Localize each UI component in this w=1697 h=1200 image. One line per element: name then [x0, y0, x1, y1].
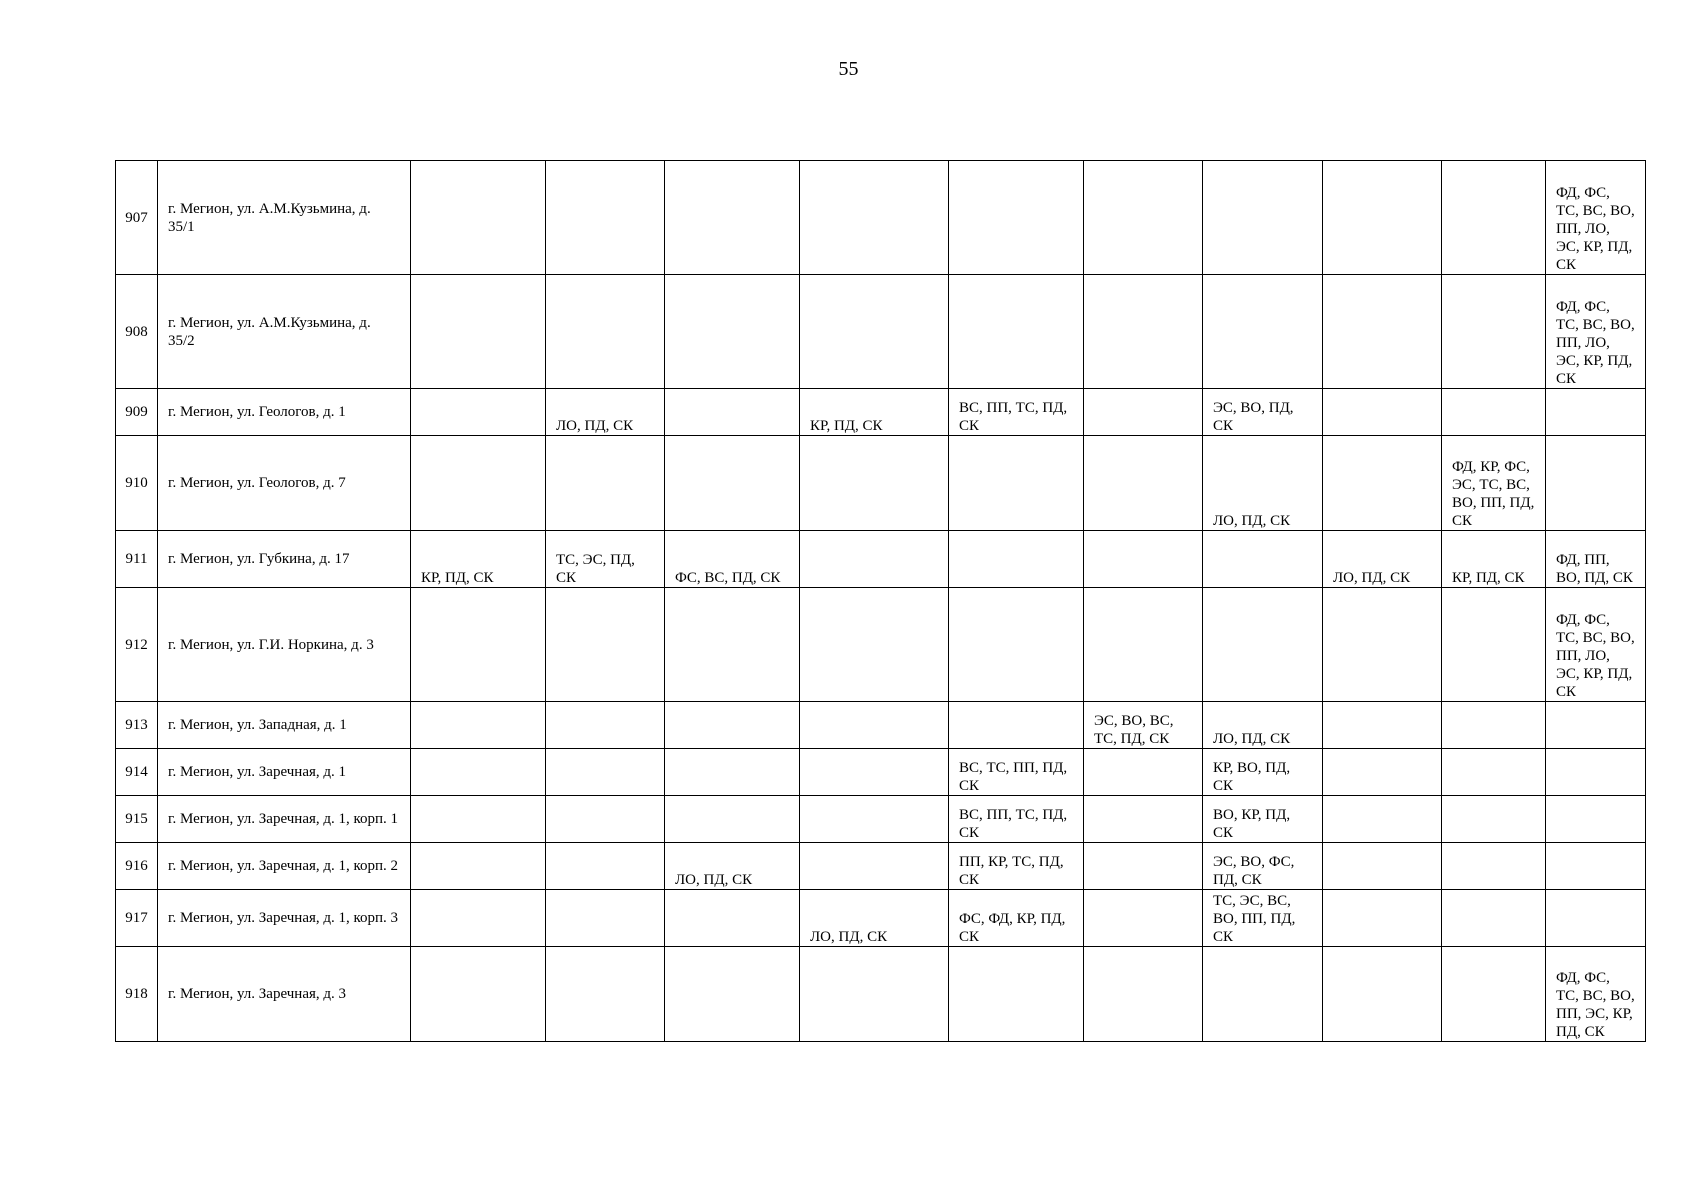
- work-type-cell: [1442, 436, 1546, 531]
- row-number: 918: [116, 947, 158, 1042]
- work-type-cell: [665, 947, 800, 1042]
- work-type-codes: КР, ПД, СК: [1452, 570, 1525, 586]
- address-cell: г. Мегион, ул. Заречная, д. 1: [158, 749, 411, 796]
- work-type-cell: [1203, 161, 1323, 275]
- row-number: 910: [116, 436, 158, 531]
- work-type-cell: [1442, 389, 1546, 436]
- work-type-cell: [1203, 275, 1323, 389]
- work-type-cell: [411, 749, 546, 796]
- work-type-cell: [800, 702, 949, 749]
- address-cell: г. Мегион, ул. Заречная, д. 1, корп. 3: [158, 890, 411, 947]
- table-row: [116, 843, 1646, 890]
- work-type-cell: [546, 588, 665, 702]
- work-type-cell: [949, 161, 1084, 275]
- work-type-cell: [1084, 275, 1203, 389]
- work-type-cell: [1203, 947, 1323, 1042]
- work-type-cell: [949, 436, 1084, 531]
- work-type-cell: [800, 389, 949, 436]
- address-cell: г. Мегион, ул. А.М.Кузьмина, д. 35/1: [158, 161, 411, 275]
- work-type-cell: [665, 436, 800, 531]
- work-type-cell: [1546, 161, 1646, 275]
- row-number: 916: [116, 843, 158, 890]
- work-type-cell: [949, 890, 1084, 947]
- work-type-codes: ЛО, ПД, СК: [1333, 570, 1411, 586]
- work-type-codes: КР, ПД, СК: [810, 418, 883, 434]
- work-type-cell: [1084, 843, 1203, 890]
- work-type-cell: [800, 275, 949, 389]
- work-type-cell: [1546, 436, 1646, 531]
- work-type-cell: [949, 588, 1084, 702]
- work-type-cell: [800, 796, 949, 843]
- work-type-codes: КР, ПД, СК: [421, 570, 494, 586]
- work-type-cell: [546, 843, 665, 890]
- work-type-cell: [800, 947, 949, 1042]
- work-type-cell: [1546, 588, 1646, 702]
- work-type-cell: [411, 588, 546, 702]
- work-type-cell: [800, 436, 949, 531]
- work-type-cell: [665, 161, 800, 275]
- work-type-cell: [1323, 436, 1442, 531]
- work-type-codes: ЛО, ПД, СК: [675, 872, 753, 888]
- work-type-cell: [1084, 796, 1203, 843]
- work-type-cell: [800, 588, 949, 702]
- work-type-cell: [800, 531, 949, 588]
- work-type-cell: [1203, 389, 1323, 436]
- page-number: 55: [838, 58, 859, 80]
- address-cell: г. Мегион, ул. Заречная, д. 1, корп. 1: [158, 796, 411, 843]
- work-type-cell: [1323, 275, 1442, 389]
- work-type-cell: [411, 947, 546, 1042]
- work-type-cell: [800, 843, 949, 890]
- table-body: [116, 161, 1646, 1042]
- address-cell: г. Мегион, ул. Заречная, д. 3: [158, 947, 411, 1042]
- work-type-cell: [1442, 531, 1546, 588]
- work-type-cell: [411, 796, 546, 843]
- work-type-cell: [1084, 702, 1203, 749]
- work-type-codes: ВС, ПП, ТС, ПД, СК: [959, 400, 1068, 434]
- address-cell: г. Мегион, ул. Геологов, д. 1: [158, 389, 411, 436]
- table-row: [116, 436, 1646, 531]
- work-type-codes: ЭС, ВО, ВС, ТС, ПД, СК: [1094, 713, 1174, 747]
- work-type-cell: [1546, 890, 1646, 947]
- work-type-cell: [949, 749, 1084, 796]
- work-type-cell: [1084, 161, 1203, 275]
- work-type-cell: [949, 947, 1084, 1042]
- row-number: 913: [116, 702, 158, 749]
- work-type-cell: [546, 796, 665, 843]
- work-type-cell: [665, 531, 800, 588]
- work-type-codes: ФД, ФС, ТС, ВС, ВО, ПП, ЛО, ЭС, КР, ПД, СК: [1556, 185, 1635, 273]
- work-type-cell: [1203, 588, 1323, 702]
- work-type-cell: [665, 796, 800, 843]
- work-type-cell: [1084, 531, 1203, 588]
- work-type-cell: [1442, 588, 1546, 702]
- work-type-cell: [546, 275, 665, 389]
- work-type-cell: [411, 275, 546, 389]
- work-type-cell: [1546, 389, 1646, 436]
- work-type-cell: [1084, 947, 1203, 1042]
- work-type-cell: [1203, 890, 1323, 947]
- work-type-cell: [949, 275, 1084, 389]
- address-cell: г. Мегион, ул. Губкина, д. 17: [158, 531, 411, 588]
- address-cell: г. Мегион, ул. Заречная, д. 1, корп. 2: [158, 843, 411, 890]
- table-row: [116, 890, 1646, 947]
- work-type-cell: [800, 890, 949, 947]
- work-type-cell: [546, 531, 665, 588]
- work-type-cell: [1203, 436, 1323, 531]
- table-row: [116, 588, 1646, 702]
- row-number: 911: [116, 531, 158, 588]
- work-type-cell: [1323, 588, 1442, 702]
- work-type-cell: [1084, 749, 1203, 796]
- table-row: [116, 275, 1646, 389]
- table-row: [116, 531, 1646, 588]
- work-type-cell: [1323, 531, 1442, 588]
- work-type-codes: ФД, ПП, ВО, ПД, СК: [1556, 552, 1633, 586]
- work-type-cell: [665, 843, 800, 890]
- table-row: [116, 947, 1646, 1042]
- row-number: 914: [116, 749, 158, 796]
- work-type-cell: [1442, 947, 1546, 1042]
- work-type-cell: [1203, 702, 1323, 749]
- table-row: [116, 702, 1646, 749]
- work-type-codes: ЛО, ПД, СК: [1213, 513, 1291, 529]
- work-type-cell: [949, 796, 1084, 843]
- work-type-codes: КР, ВО, ПД, СК: [1213, 760, 1291, 794]
- row-number: 907: [116, 161, 158, 275]
- work-type-cell: [411, 436, 546, 531]
- work-type-cell: [949, 702, 1084, 749]
- work-type-cell: [665, 275, 800, 389]
- work-type-cell: [411, 531, 546, 588]
- work-type-cell: [1442, 843, 1546, 890]
- work-type-cell: [949, 531, 1084, 588]
- work-type-cell: [1203, 531, 1323, 588]
- work-type-cell: [546, 702, 665, 749]
- work-type-codes: ФД, ФС, ТС, ВС, ВО, ПП, ЭС, КР, ПД, СК: [1556, 970, 1635, 1040]
- work-type-cell: [1323, 161, 1442, 275]
- work-type-codes: ВО, КР, ПД, СК: [1213, 807, 1291, 841]
- work-type-cell: [1203, 796, 1323, 843]
- table-row: [116, 389, 1646, 436]
- work-type-cell: [1084, 890, 1203, 947]
- work-type-cell: [411, 843, 546, 890]
- work-type-cell: [1546, 702, 1646, 749]
- work-type-cell: [411, 161, 546, 275]
- work-type-cell: [411, 890, 546, 947]
- row-number: 917: [116, 890, 158, 947]
- work-type-codes: ПП, КР, ТС, ПД, СК: [959, 854, 1064, 888]
- work-type-codes: ТС, ЭС, ПД, СК: [556, 552, 635, 586]
- work-type-cell: [1323, 890, 1442, 947]
- work-type-cell: [665, 890, 800, 947]
- table-row: [116, 749, 1646, 796]
- work-type-cell: [1546, 749, 1646, 796]
- work-type-cell: [1442, 749, 1546, 796]
- work-type-codes: ФД, ФС, ТС, ВС, ВО, ПП, ЛО, ЭС, КР, ПД, СК: [1556, 612, 1635, 700]
- schedule-table: [115, 160, 1646, 1042]
- work-type-cell: [1323, 796, 1442, 843]
- work-type-codes: ЭС, ВО, ПД, СК: [1213, 400, 1294, 434]
- work-type-cell: [1323, 389, 1442, 436]
- work-type-cell: [1203, 843, 1323, 890]
- work-type-cell: [1442, 702, 1546, 749]
- work-type-codes: ЛО, ПД, СК: [1213, 731, 1291, 747]
- table-row: [116, 161, 1646, 275]
- address-cell: г. Мегион, ул. Геологов, д. 7: [158, 436, 411, 531]
- work-type-cell: [1442, 890, 1546, 947]
- work-type-cell: [1546, 531, 1646, 588]
- work-type-cell: [1546, 275, 1646, 389]
- work-type-codes: ТС, ЭС, ВС, ВО, ПП, ПД, СК: [1213, 893, 1296, 945]
- work-type-cell: [1323, 749, 1442, 796]
- work-type-cell: [411, 702, 546, 749]
- work-type-codes: ЛО, ПД, СК: [556, 418, 634, 434]
- work-type-codes: ФД, ФС, ТС, ВС, ВО, ПП, ЛО, ЭС, КР, ПД, СК: [1556, 299, 1635, 387]
- work-type-codes: ЭС, ВО, ФС, ПД, СК: [1213, 854, 1295, 888]
- work-type-cell: [1546, 843, 1646, 890]
- work-type-cell: [949, 389, 1084, 436]
- work-type-codes: ВС, ТС, ПП, ПД, СК: [959, 760, 1068, 794]
- work-type-cell: [665, 749, 800, 796]
- work-type-codes: ФС, ВС, ПД, СК: [675, 570, 781, 586]
- work-type-cell: [1546, 796, 1646, 843]
- address-cell: г. Мегион, ул. Западная, д. 1: [158, 702, 411, 749]
- work-type-codes: ФД, КР, ФС, ЭС, ТС, ВС, ВО, ПП, ПД, СК: [1452, 459, 1535, 529]
- work-type-cell: [1084, 588, 1203, 702]
- work-type-cell: [665, 588, 800, 702]
- work-type-cell: [546, 890, 665, 947]
- work-type-cell: [1084, 436, 1203, 531]
- work-type-cell: [1203, 749, 1323, 796]
- work-type-codes: ЛО, ПД, СК: [810, 929, 888, 945]
- work-type-cell: [546, 749, 665, 796]
- work-type-cell: [1442, 796, 1546, 843]
- work-type-codes: ВС, ПП, ТС, ПД, СК: [959, 807, 1068, 841]
- work-type-cell: [1323, 702, 1442, 749]
- work-type-cell: [546, 389, 665, 436]
- work-type-cell: [1323, 947, 1442, 1042]
- address-cell: г. Мегион, ул. Г.И. Норкина, д. 3: [158, 588, 411, 702]
- work-type-codes: ФС, ФД, КР, ПД, СК: [959, 911, 1066, 945]
- work-type-cell: [546, 161, 665, 275]
- work-type-cell: [665, 702, 800, 749]
- work-type-cell: [1442, 161, 1546, 275]
- address-cell: г. Мегион, ул. А.М.Кузьмина, д. 35/2: [158, 275, 411, 389]
- work-type-cell: [546, 436, 665, 531]
- work-type-cell: [1323, 843, 1442, 890]
- work-type-cell: [1084, 389, 1203, 436]
- row-number: 915: [116, 796, 158, 843]
- work-type-cell: [665, 389, 800, 436]
- work-type-cell: [949, 843, 1084, 890]
- work-type-cell: [800, 749, 949, 796]
- row-number: 909: [116, 389, 158, 436]
- work-type-cell: [1546, 947, 1646, 1042]
- table-row: [116, 796, 1646, 843]
- row-number: 912: [116, 588, 158, 702]
- work-type-cell: [800, 161, 949, 275]
- work-type-cell: [411, 389, 546, 436]
- work-type-cell: [1442, 275, 1546, 389]
- row-number: 908: [116, 275, 158, 389]
- work-type-cell: [546, 947, 665, 1042]
